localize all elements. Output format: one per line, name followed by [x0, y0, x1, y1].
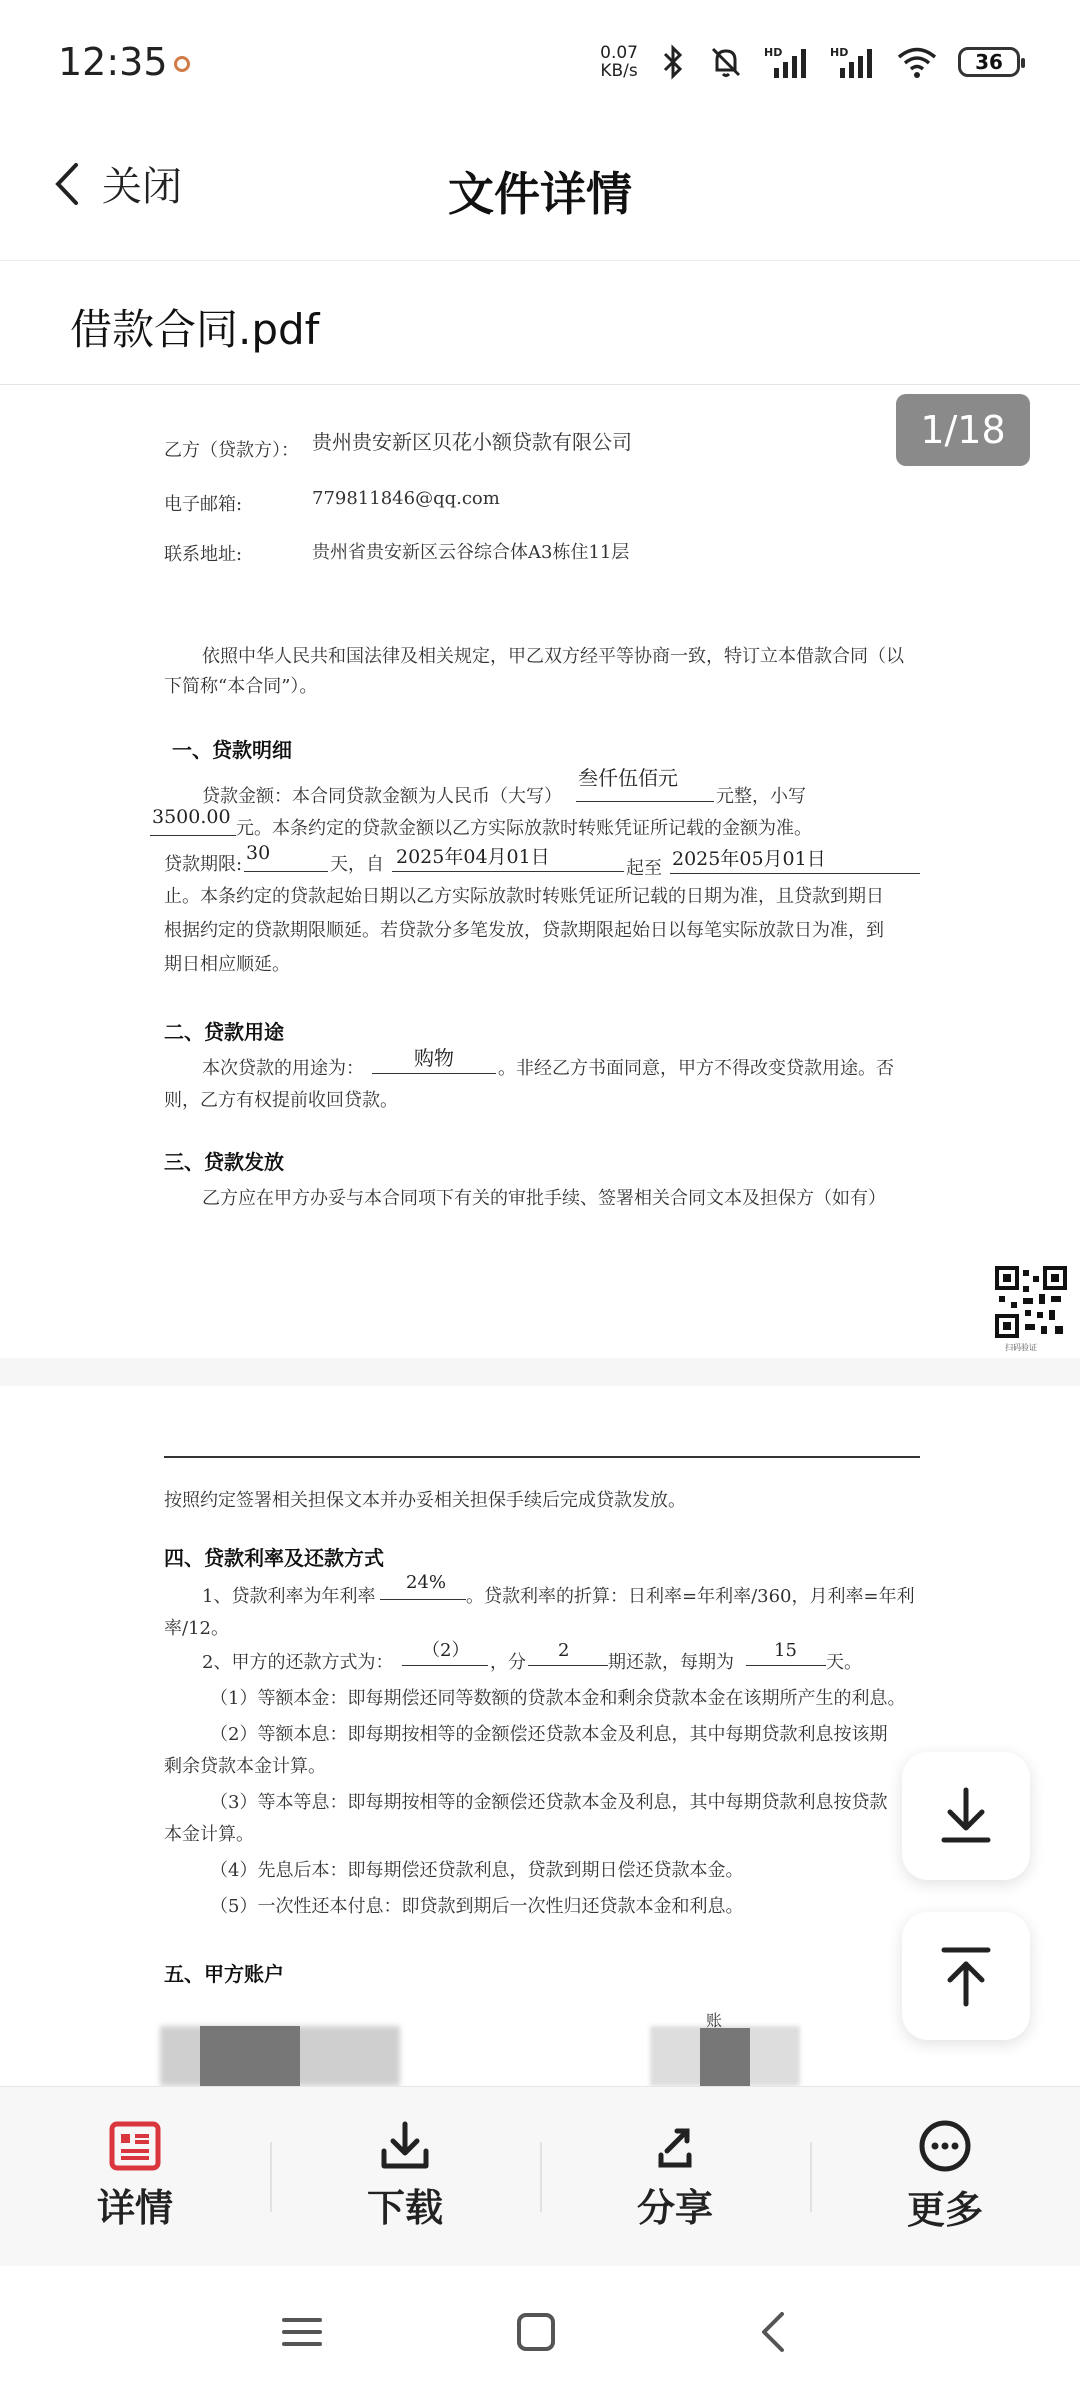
back-icon[interactable]	[752, 2310, 796, 2354]
status-bar	[0, 0, 1080, 110]
pdf-page-1	[0, 386, 1080, 1358]
page-title: 文件详情	[448, 167, 632, 221]
svg-text:HD: HD	[764, 46, 783, 59]
tab-download[interactable]	[270, 2087, 540, 2266]
loan-term-label: 贷款期限:	[164, 854, 243, 875]
loan-use-text: 则，乙方有权提前收回贷款。	[164, 1090, 398, 1111]
repay-method-item: （5）一次性还本付息：即贷款到期后一次性归还贷款本金和利息。	[210, 1896, 744, 1917]
loan-issue-text: 乙方应在甲方办妥与本合同项下有关的审批手续、签署相关合同文本及担保方（如有）	[202, 1188, 886, 1209]
loan-term-text: 根据约定的贷款期限顺延。若贷款分多笔发放，贷款期限起始日以每笔实际放款日为准，到	[164, 920, 884, 941]
loan-term-text: 天，自	[330, 854, 384, 875]
loan-term-start: 2025年04月01日	[396, 846, 550, 868]
loan-use-label: 本次贷款的用途为：	[202, 1058, 364, 1079]
underline	[392, 870, 624, 872]
mute-icon	[708, 44, 744, 80]
section-title: 五、甲方账户	[164, 1962, 284, 1986]
page-indicator: 1/18	[896, 394, 1030, 466]
section-title: 四、贷款利率及还款方式	[164, 1546, 384, 1570]
rate-text: 1、贷款利率为年利率	[202, 1586, 376, 1607]
loan-term-text: 期日相应顺延。	[164, 954, 290, 975]
net-speed: 0.07 KB/s	[600, 43, 638, 81]
svg-text:HD: HD	[830, 46, 849, 59]
repay-days: 15	[774, 1640, 797, 1661]
party-b-value: 贵州贵安新区贝花小额贷款有限公司	[312, 430, 632, 454]
underline	[244, 870, 328, 872]
section-title: 一、贷款明细	[172, 738, 292, 762]
download-icon	[379, 2121, 431, 2171]
tab-more-label: 更多	[906, 2188, 983, 2232]
redacted-block	[200, 2026, 300, 2086]
tab-share-label: 分享	[636, 2186, 713, 2230]
loan-amount-label: 贷款金额：本合同贷款金额为人民币（大写）	[202, 786, 562, 807]
repay-method-item: （3）等本等息：即每期按相等的金额偿还贷款本金及利息，其中每期贷款利息按贷款	[210, 1792, 888, 1813]
tab-download-label: 下载	[366, 2186, 443, 2230]
loan-use-text: 。非经乙方书面同意，甲方不得改变贷款用途。否	[498, 1058, 894, 1079]
rate-value: 24%	[406, 1572, 447, 1593]
tab-details[interactable]	[0, 2087, 270, 2266]
email-value: 779811846@qq.com	[312, 488, 500, 509]
loan-amount-upper: 叁仟伍佰元	[578, 766, 678, 790]
email-label: 电子邮箱:	[164, 494, 243, 515]
repay-method-item: （4）先息后本：即每期偿还贷款利息，贷款到期日偿还贷款本金。	[210, 1860, 744, 1881]
header-rule	[164, 1456, 920, 1458]
more-icon	[918, 2119, 972, 2173]
menu-icon[interactable]	[280, 2310, 324, 2354]
repay-text: 2、甲方的还款方式为：	[202, 1652, 394, 1673]
qr-caption: 扫码验证	[1005, 1343, 1037, 1352]
file-name: 借款合同.pdf	[70, 305, 320, 354]
floating-download-button[interactable]	[902, 1752, 1030, 1880]
bluetooth-icon	[658, 44, 688, 80]
account-fragment: 账	[706, 2011, 723, 2030]
repay-method-item: （1）等额本金：即每期偿还同等数额的贷款本金和剩余贷款本金在该期所产生的利息。	[210, 1688, 906, 1709]
underline	[150, 834, 236, 836]
repay-text: ，分	[490, 1652, 526, 1673]
repay-text: 天。	[826, 1652, 862, 1673]
section-title: 二、贷款用途	[164, 1020, 284, 1044]
address-value: 贵州省贵安新区云谷综合体A3栋住11层	[312, 542, 630, 563]
notification-dot-icon	[174, 56, 190, 72]
loan-amount-lower: 3500.00	[152, 806, 231, 828]
repay-method-item: 本金计算。	[164, 1824, 254, 1845]
tab-share[interactable]	[540, 2087, 810, 2266]
scroll-to-top-button[interactable]	[902, 1912, 1030, 2040]
hd-signal-icon	[764, 44, 810, 80]
battery-icon: 36	[958, 47, 1020, 77]
party-b-label: 乙方（贷款方）：	[164, 440, 299, 461]
wifi-icon	[896, 44, 938, 80]
app-header	[0, 110, 1080, 260]
loan-amount-text: 元整，小写	[716, 786, 806, 807]
rate-text: 率/12。	[164, 1618, 229, 1639]
system-nav-bar	[0, 2266, 1080, 2400]
underline	[402, 1664, 488, 1666]
intro-text: 下简称“本合同”）。	[164, 676, 318, 697]
home-icon[interactable]	[514, 2310, 558, 2354]
qr-code-icon	[995, 1266, 1067, 1338]
repay-periods: 2	[558, 1640, 570, 1661]
rate-text: 。贷款利率的折算：日利率=年利率/360，月利率=年利	[466, 1586, 915, 1607]
scroll-top-icon	[938, 1944, 994, 2008]
underline	[372, 1072, 496, 1074]
download-icon	[938, 1786, 994, 1846]
redacted-block	[700, 2028, 750, 2086]
repay-text: 期还款，每期为	[608, 1652, 734, 1673]
loan-term-text: 止。本条约定的贷款起始日期以乙方实际放款时转账凭证所记载的日期为准，且贷款到期日	[164, 886, 884, 907]
details-icon	[109, 2121, 161, 2171]
section-title: 三、贷款发放	[164, 1150, 284, 1174]
share-icon	[649, 2121, 701, 2171]
status-time: 12:35	[58, 40, 168, 84]
hd-signal-icon	[830, 44, 876, 80]
status-icons	[600, 44, 1020, 80]
underline	[576, 800, 714, 802]
bottom-toolbar	[0, 2086, 1080, 2266]
loan-use-value: 购物	[414, 1046, 454, 1070]
tab-details-label: 详情	[96, 2186, 173, 2230]
repay-method-item: （2）等额本息：即每期按相等的金额偿还贷款本金及利息，其中每期贷款利息按该期	[210, 1724, 888, 1745]
tab-more[interactable]	[810, 2087, 1080, 2266]
loan-term-days: 30	[246, 842, 271, 864]
close-label: 关闭	[102, 164, 182, 210]
loan-amount-text: 元。本条约定的贷款金额以乙方实际放款时转账凭证所记载的金额为准。	[236, 818, 812, 839]
loan-issue-text: 按照约定签署相关担保文本并办妥相关担保手续后完成贷款发放。	[164, 1490, 686, 1511]
repay-method: （2）	[422, 1640, 470, 1661]
underline	[380, 1598, 466, 1600]
underline	[670, 872, 920, 874]
loan-term-end: 2025年05月01日	[672, 848, 826, 870]
address-label: 联系地址:	[164, 544, 243, 565]
loan-term-text: 起至	[626, 858, 662, 879]
underline	[528, 1664, 608, 1666]
repay-method-item: 剩余贷款本金计算。	[164, 1756, 326, 1777]
underline	[746, 1664, 826, 1666]
file-name-row	[0, 260, 1080, 385]
intro-text: 依照中华人民共和国法律及相关规定，甲乙双方经平等协商一致，特订立本借款合同（以	[202, 646, 904, 667]
